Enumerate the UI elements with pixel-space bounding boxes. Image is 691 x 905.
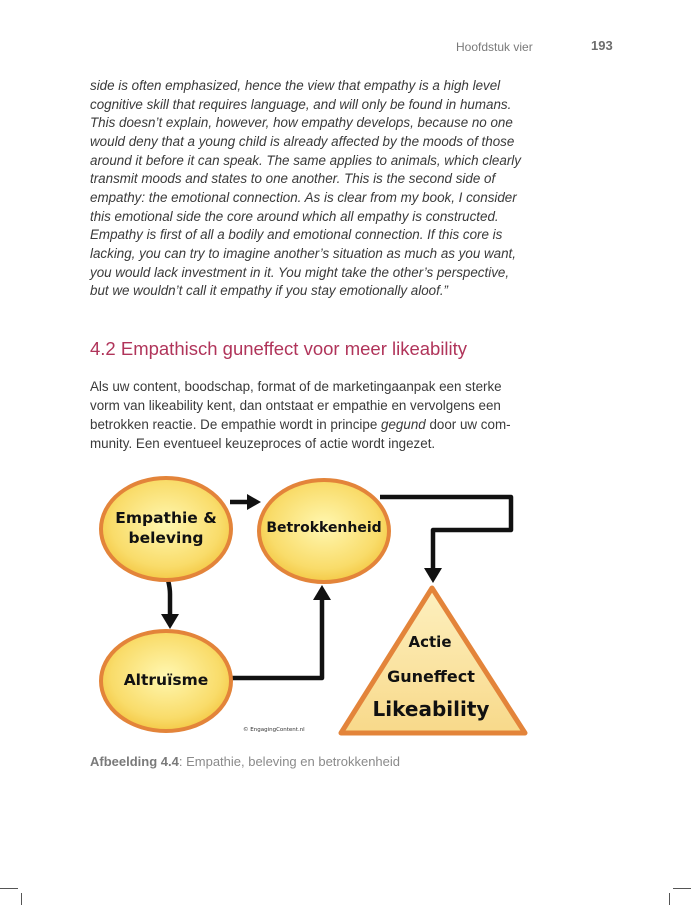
quote-line: but we wouldn’t call it empathy if you stay emotionally aloof.”	[90, 283, 449, 299]
copyright-notice: © EngagingContent.nl	[243, 727, 305, 733]
triangle-label-likeability: Likeability	[372, 697, 490, 721]
quote-line: lacking, you can try to imagine another’s situation as much as you want,	[90, 245, 517, 261]
quote-line: you would lack investment in it. You might take the other’s perspective,	[90, 264, 510, 280]
paragraph-line: munity. Een eventueel keuzeproces of actie wordt ingezet.	[90, 436, 436, 451]
quote-line: side is often emphasized, hence the view that empathy is a high level	[90, 78, 501, 93]
paragraph-line	[90, 415, 530, 434]
quote-block	[90, 77, 530, 301]
arrowhead	[161, 614, 179, 629]
node-label: Empathie &	[115, 509, 217, 527]
caption-label: Afbeelding 4.4	[90, 754, 179, 769]
crop-mark	[669, 893, 670, 905]
arrow-empathie-to-altruisme	[168, 580, 170, 615]
arrowhead	[247, 494, 261, 510]
empathy-diagram	[90, 470, 540, 745]
chapter-label: Hoofdstuk vier	[456, 40, 533, 54]
emphasis-text: gegund	[381, 417, 426, 432]
node-label: Betrokkenheid	[266, 520, 382, 536]
arrowhead	[313, 585, 331, 600]
section-title: 4.2 Empathisch guneffect voor meer likeability	[90, 338, 468, 359]
quote-line: around it before it can speak. The same applies to animals, which clearly	[90, 152, 521, 168]
node-betrokkenheid	[259, 480, 389, 582]
caption-text: : Empathie, beleving en betrokkenheid	[178, 754, 401, 769]
quote-line: transmit moods and states to one another. This is the second side of	[90, 171, 496, 187]
arrow-betrokkenheid-to-actie	[380, 497, 511, 570]
paragraph-text: betrokken reactie. De empathie wordt in principe	[90, 417, 382, 432]
crop-mark	[21, 893, 22, 905]
quote-line: This doesn’t explain, however, how empathy develops, because no one	[90, 115, 513, 131]
paragraph-text: door uw com-	[425, 417, 511, 432]
paragraph-line: Als uw content, boodschap, format of de marketingaanpak een sterke	[90, 379, 502, 394]
triangle-label-guneffect: Guneffect	[387, 667, 475, 686]
triangle-label-actie: Actie	[408, 633, 452, 651]
page-number: 193	[591, 38, 613, 53]
page-header	[0, 38, 691, 58]
arrowhead	[424, 568, 442, 583]
node-label: beleving	[128, 529, 204, 547]
crop-mark	[673, 888, 691, 889]
quote-line: Empathy is first of all a bodily and emotional connection. If this core is	[90, 227, 503, 243]
node-label: Altruïsme	[123, 671, 209, 689]
node-likeability-triangle	[341, 588, 525, 733]
quote-line: empathy: the emotional connection. As is clear from my book, I consider	[90, 189, 517, 205]
quote-line: would deny that a young child is already affected by the moods of those	[90, 133, 515, 149]
node-empathie	[101, 478, 231, 580]
quote-line: this emotional side the core around which all empathy is constructed.	[90, 208, 499, 224]
paragraph-line: vorm van likeability kent, dan ontstaat er empathie en vervolgens een	[90, 398, 501, 413]
crop-mark	[0, 888, 18, 889]
arrow-altruisme-to-betrokkenheid	[232, 598, 322, 678]
node-altruisme	[101, 631, 231, 731]
figure-caption	[90, 754, 400, 769]
quote-line: cognitive skill that requires language, and will only be found in humans.	[90, 96, 512, 112]
body-paragraph	[90, 377, 530, 453]
